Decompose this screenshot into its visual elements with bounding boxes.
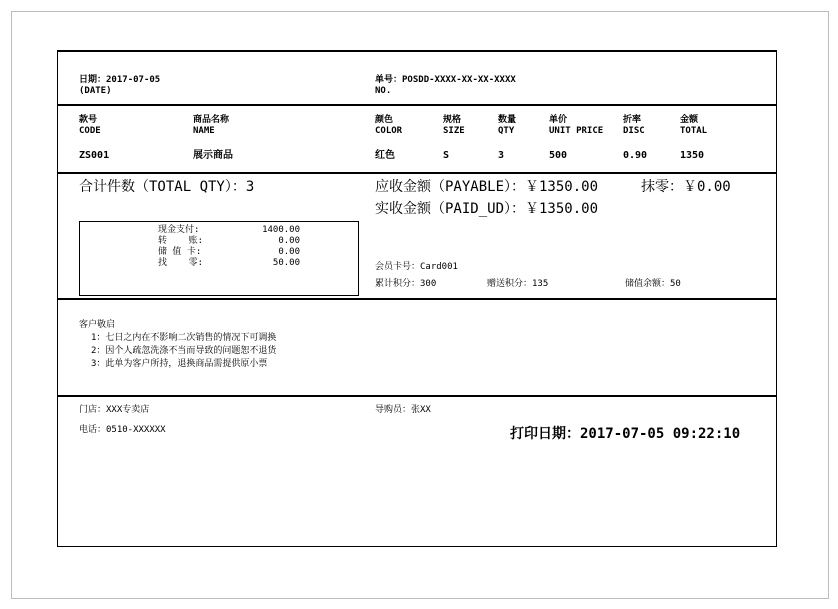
divider [57, 395, 777, 397]
date-label: 日期：2017-07-05 [79, 75, 161, 85]
paid-amount: 实收金额（PAID_UD）：￥1350.00 [375, 201, 599, 217]
col-size-header: 规格 SIZE [443, 115, 465, 136]
notice-line: 3：此单为客户所持，退换商品需提供原小票 [91, 359, 268, 369]
stored-balance: 储值余额：50 [625, 279, 681, 289]
cell-unit-price: 500 [549, 150, 568, 161]
notice-title: 客户敬启 [79, 320, 116, 330]
divider [57, 172, 777, 174]
payment-row-cash: 现金支付: 1400.00 [158, 225, 300, 235]
date-sub-label: (DATE) [79, 86, 112, 96]
payable-amount: 应收金额（PAYABLE）：￥1350.00 [375, 179, 599, 195]
cell-size: S [443, 150, 450, 161]
print-date: 打印日期：2017-07-05 09:22:10 [510, 426, 741, 442]
order-sub-label: NO. [375, 86, 392, 96]
payment-row-transfer: 转 账: 0.00 [158, 236, 300, 246]
order-number: 单号：POSDD-XXXX-XX-XX-XXXX [375, 75, 516, 85]
member-card-number: 会员卡号：Card001 [375, 262, 458, 272]
store-name: 门店：XXX专卖店 [79, 405, 150, 415]
col-unit-price-header: 单价 UNIT PRICE [549, 115, 604, 136]
cell-qty: 3 [498, 150, 505, 161]
divider [57, 298, 777, 300]
col-name-header: 商品名称 NAME [193, 115, 230, 136]
rounding-amount: 抹零：￥0.00 [641, 179, 731, 195]
col-total-header: 金额 TOTAL [680, 115, 708, 136]
notice-line: 2：因个人疏忽洗涤不当而导致的问题恕不退货 [91, 346, 277, 356]
col-disc-header: 折率 DISC [623, 115, 645, 136]
cell-name: 展示商品 [193, 150, 233, 161]
member-points: 累计积分：300 [375, 279, 437, 289]
col-qty-header: 数量 QTY [498, 115, 517, 136]
payment-row-stored-card: 储 值 卡: 0.00 [158, 247, 300, 257]
cell-color: 红色 [375, 150, 395, 161]
col-code-header: 款号 CODE [79, 115, 101, 136]
divider [57, 104, 777, 106]
cell-code: ZS001 [79, 150, 110, 161]
col-color-header: 颜色 COLOR [375, 115, 403, 136]
payment-breakdown [79, 221, 359, 296]
shopping-guide: 导购员：张XX [375, 405, 431, 415]
gift-points: 赠送积分：135 [487, 279, 549, 289]
cell-total: 1350 [680, 150, 705, 161]
payment-row-change: 找 零: 50.00 [158, 258, 300, 268]
cell-disc: 0.90 [623, 150, 648, 161]
total-qty: 合计件数（TOTAL QTY）：3 [79, 179, 255, 195]
notice-line: 1：七日之内在不影响二次销售的情况下可调换 [91, 333, 277, 343]
store-phone: 电话：0510-XXXXXX [79, 425, 166, 435]
